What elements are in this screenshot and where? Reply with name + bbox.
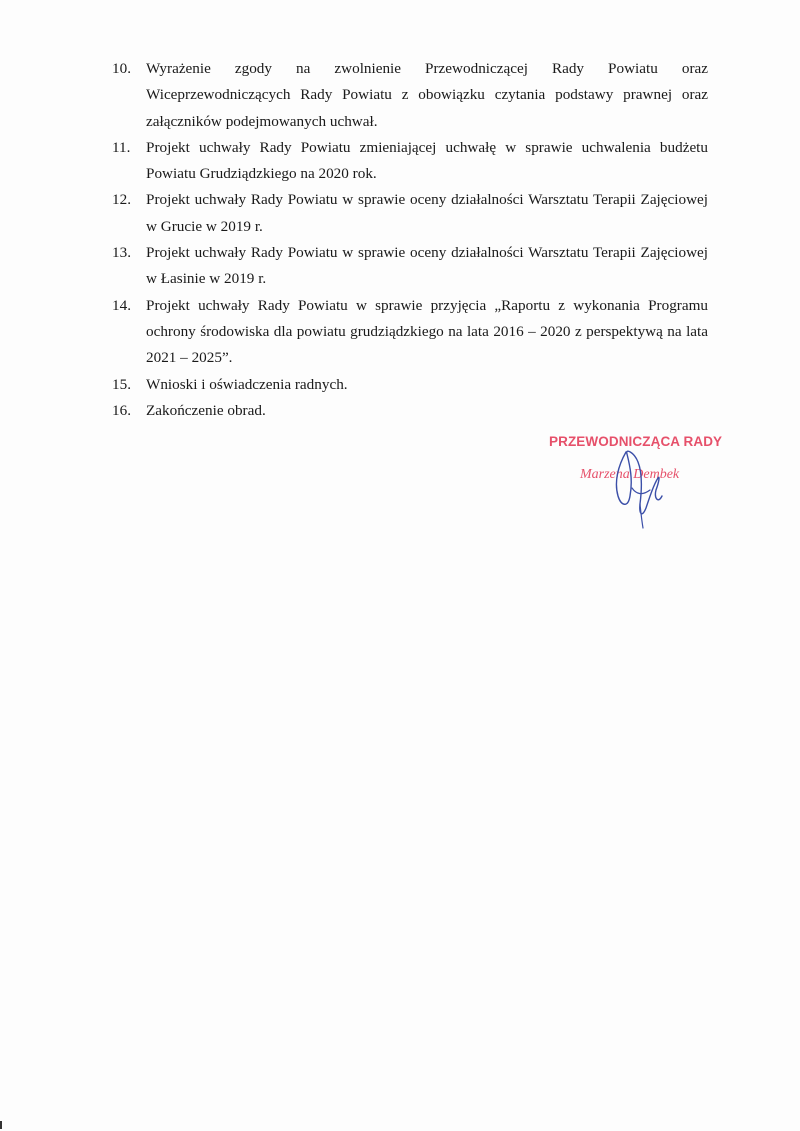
agenda-item-10	[112, 56, 708, 135]
agenda-item-15	[112, 372, 708, 398]
agenda-item-number: 13.	[112, 244, 131, 262]
scan-edge-mark	[0, 1121, 2, 1129]
agenda-item-number: 10.	[112, 60, 131, 77]
signature-stamp	[546, 434, 736, 534]
agenda-item-13	[112, 240, 708, 293]
signature-name: Marzena Dembek	[580, 467, 680, 482]
agenda-item-number: 14.	[112, 296, 131, 314]
agenda-item-number: 15.	[112, 375, 131, 393]
handwritten-signature	[612, 448, 672, 530]
agenda-item-text: Zakończenie obrad.	[146, 401, 266, 419]
agenda-item-text: Wnioski i oświadczenia radnych.	[146, 375, 348, 393]
agenda-list	[112, 56, 708, 424]
agenda-item-12	[112, 187, 708, 240]
agenda-item-number: 12.	[112, 191, 131, 209]
agenda-item-text: Projekt uchwały Rady Powiatu zmieniającej uchwałę w sprawie uchwalenia budżetu Powiatu Grudziądzkiego na 2020 rok.	[146, 138, 708, 183]
agenda-item-text: Wyrażenie zgody na zwolnienie Przewodniczącej Rady Powiatu oraz Wiceprzewodniczących Rady Powiatu z obowiązku czytania podstawy prawnej oraz załączników podejmowanych uchwał.	[146, 60, 708, 130]
agenda-item-14	[112, 293, 708, 372]
agenda-item-11	[112, 135, 708, 188]
agenda-item-text: Projekt uchwały Rady Powiatu w sprawie oceny działalności Warsztatu Terapii Zajęciowej w Łasinie w 2019 r.	[146, 244, 708, 288]
agenda-item-text: Projekt uchwały Rady Powiatu w sprawie przyjęcia „Raportu z wykonania Programu ochrony środowiska dla powiatu grudziądzkiego na lata 2016 – 2020 z perspektywą na lata 2021 – 2025”.	[146, 296, 708, 367]
agenda-item-number: 11.	[112, 138, 131, 156]
agenda-item-number: 16.	[112, 401, 131, 419]
agenda-item-text: Projekt uchwały Rady Powiatu w sprawie oceny działalności Warsztatu Terapii Zajęciowej w Grucie w 2019 r.	[146, 191, 708, 235]
signature-title: PRZEWODNICZĄCA RADY	[549, 434, 723, 449]
agenda-item-16	[112, 398, 708, 424]
